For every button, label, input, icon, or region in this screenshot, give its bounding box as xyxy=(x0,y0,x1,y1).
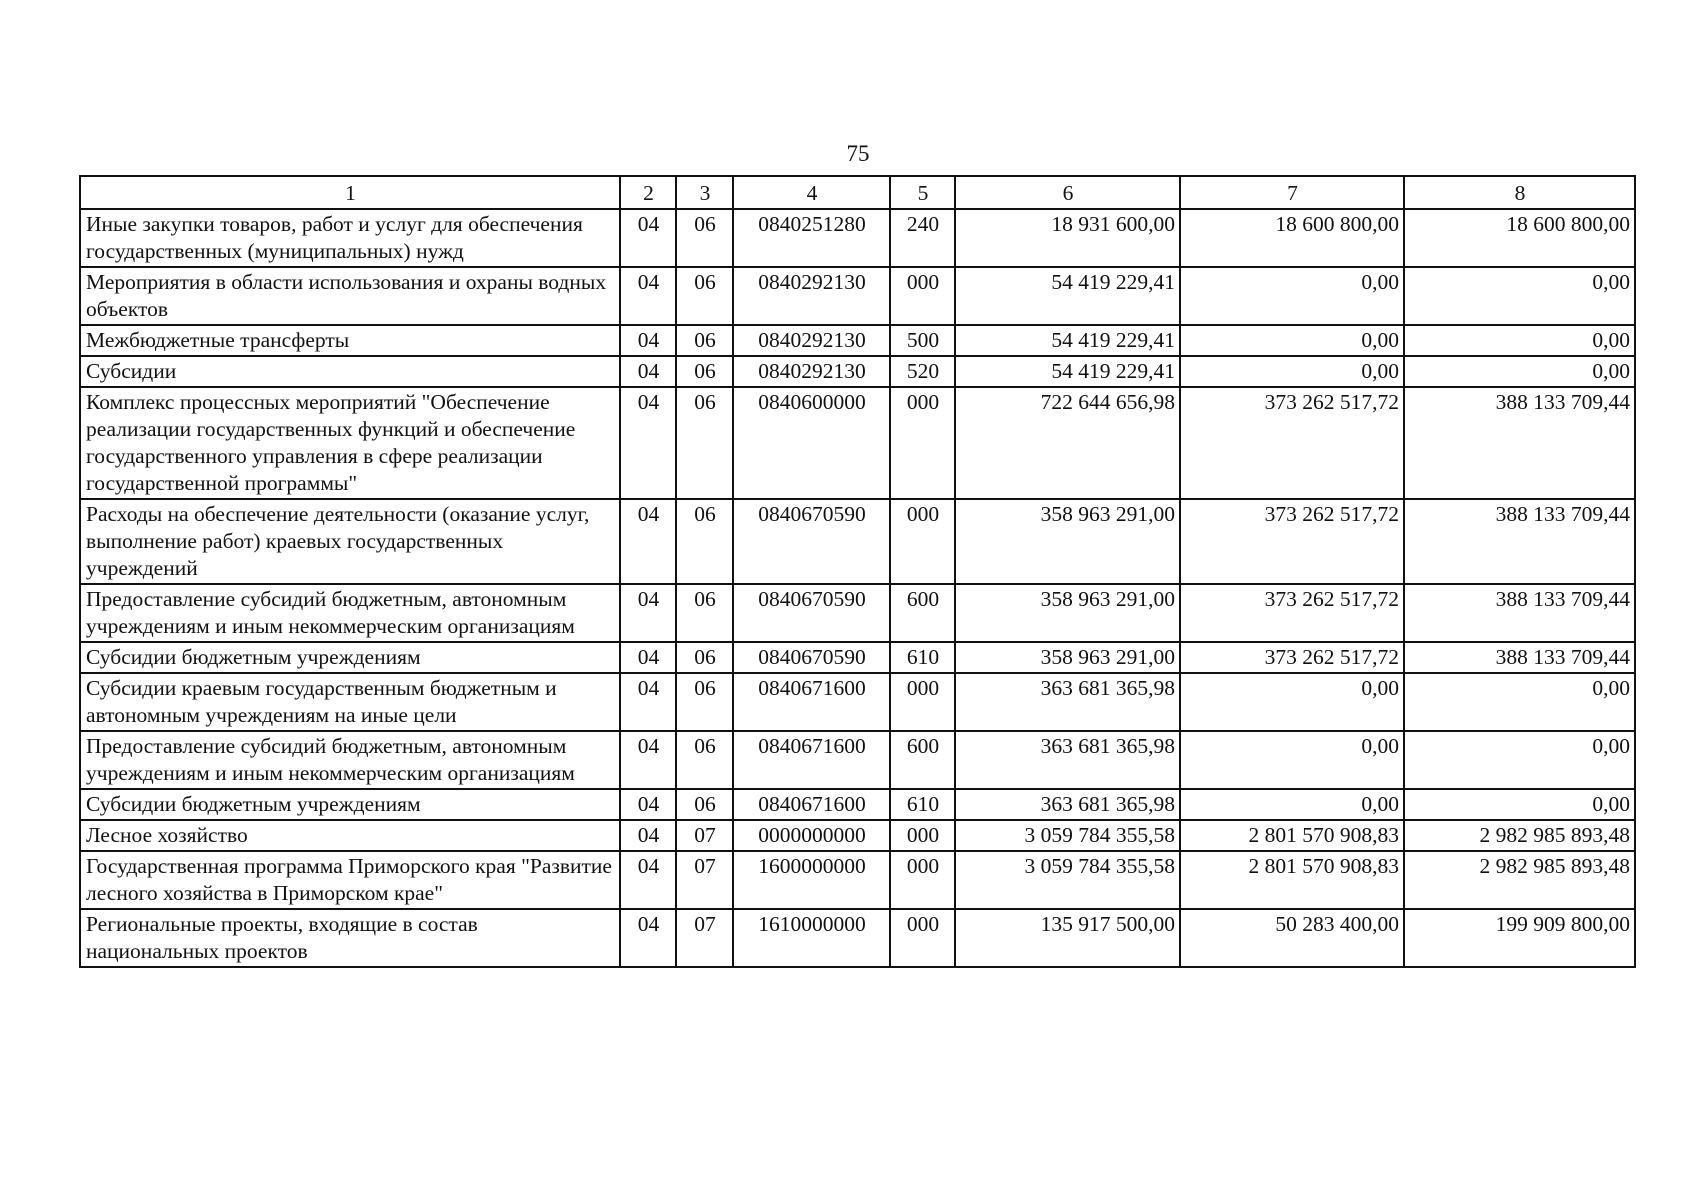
target-article-code: 0840292130 xyxy=(733,356,890,387)
table-row xyxy=(80,499,1635,584)
amount-col-8: 0,00 xyxy=(1404,267,1635,325)
target-article-code: 0840671600 xyxy=(733,789,890,820)
column-header: 2 xyxy=(620,176,676,209)
subsection-code: 06 xyxy=(676,789,733,820)
amount-col-6: 363 681 365,98 xyxy=(955,673,1180,731)
section-code: 04 xyxy=(620,731,676,789)
amount-col-7: 0,00 xyxy=(1180,673,1404,731)
section-code: 04 xyxy=(620,209,676,267)
amount-col-8: 388 133 709,44 xyxy=(1404,584,1635,642)
amount-col-8: 0,00 xyxy=(1404,356,1635,387)
section-code: 04 xyxy=(620,499,676,584)
target-article-code: 0840600000 xyxy=(733,387,890,499)
table-row xyxy=(80,851,1635,909)
subsection-code: 06 xyxy=(676,731,733,789)
expense-type-code: 000 xyxy=(890,499,955,584)
amount-col-7: 2 801 570 908,83 xyxy=(1180,820,1404,851)
expense-name: Расходы на обеспечение деятельности (оказание услуг, выполнение работ) краевых государственных учреждений xyxy=(80,499,620,584)
expense-name: Иные закупки товаров, работ и услуг для обеспечения государственных (муниципальных) нужд xyxy=(80,209,620,267)
section-code: 04 xyxy=(620,584,676,642)
page-number: 75 xyxy=(846,141,870,166)
subsection-code: 07 xyxy=(676,851,733,909)
expense-type-code: 240 xyxy=(890,209,955,267)
subsection-code: 06 xyxy=(676,356,733,387)
column-header: 7 xyxy=(1180,176,1404,209)
expense-type-code: 610 xyxy=(890,789,955,820)
amount-col-7: 50 283 400,00 xyxy=(1180,909,1404,967)
section-code: 04 xyxy=(620,642,676,673)
target-article-code: 1610000000 xyxy=(733,909,890,967)
amount-col-8: 0,00 xyxy=(1404,731,1635,789)
expense-type-code: 610 xyxy=(890,642,955,673)
subsection-code: 07 xyxy=(676,820,733,851)
table-row xyxy=(80,820,1635,851)
section-code: 04 xyxy=(620,673,676,731)
section-code: 04 xyxy=(620,820,676,851)
column-header: 1 xyxy=(80,176,620,209)
target-article-code: 0840670590 xyxy=(733,584,890,642)
table-row xyxy=(80,356,1635,387)
subsection-code: 06 xyxy=(676,584,733,642)
target-article-code: 0840292130 xyxy=(733,325,890,356)
expense-type-code: 000 xyxy=(890,387,955,499)
section-code: 04 xyxy=(620,789,676,820)
column-header: 6 xyxy=(955,176,1180,209)
target-article-code: 0840292130 xyxy=(733,267,890,325)
section-code: 04 xyxy=(620,387,676,499)
amount-col-6: 54 419 229,41 xyxy=(955,267,1180,325)
amount-col-7: 0,00 xyxy=(1180,325,1404,356)
table-row xyxy=(80,642,1635,673)
expense-type-code: 600 xyxy=(890,731,955,789)
amount-col-7: 0,00 xyxy=(1180,267,1404,325)
target-article-code: 0840251280 xyxy=(733,209,890,267)
expense-name: Предоставление субсидий бюджетным, автономным учреждениям и иным некоммерческим организациям xyxy=(80,584,620,642)
amount-col-6: 3 059 784 355,58 xyxy=(955,820,1180,851)
amount-col-6: 358 963 291,00 xyxy=(955,584,1180,642)
table-row xyxy=(80,731,1635,789)
expense-name: Субсидии xyxy=(80,356,620,387)
expense-name: Межбюджетные трансферты xyxy=(80,325,620,356)
amount-col-7: 0,00 xyxy=(1180,356,1404,387)
amount-col-8: 0,00 xyxy=(1404,673,1635,731)
amount-col-7: 0,00 xyxy=(1180,789,1404,820)
header-row xyxy=(80,176,1635,209)
amount-col-8: 199 909 800,00 xyxy=(1404,909,1635,967)
amount-col-6: 363 681 365,98 xyxy=(955,789,1180,820)
table-body xyxy=(80,209,1635,967)
amount-col-6: 135 917 500,00 xyxy=(955,909,1180,967)
section-code: 04 xyxy=(620,267,676,325)
amount-col-7: 373 262 517,72 xyxy=(1180,642,1404,673)
expense-type-code: 500 xyxy=(890,325,955,356)
expense-name: Субсидии краевым государственным бюджетным и автономным учреждениям на иные цели xyxy=(80,673,620,731)
amount-col-6: 363 681 365,98 xyxy=(955,731,1180,789)
amount-col-7: 18 600 800,00 xyxy=(1180,209,1404,267)
subsection-code: 06 xyxy=(676,673,733,731)
expense-type-code: 000 xyxy=(890,673,955,731)
amount-col-7: 0,00 xyxy=(1180,731,1404,789)
table-row xyxy=(80,267,1635,325)
target-article-code: 0840671600 xyxy=(733,731,890,789)
section-code: 04 xyxy=(620,356,676,387)
amount-col-8: 388 133 709,44 xyxy=(1404,499,1635,584)
amount-col-7: 373 262 517,72 xyxy=(1180,499,1404,584)
expense-name: Субсидии бюджетным учреждениям xyxy=(80,642,620,673)
section-code: 04 xyxy=(620,325,676,356)
amount-col-6: 54 419 229,41 xyxy=(955,356,1180,387)
subsection-code: 06 xyxy=(676,209,733,267)
amount-col-8: 2 982 985 893,48 xyxy=(1404,851,1635,909)
amount-col-8: 0,00 xyxy=(1404,789,1635,820)
amount-col-8: 2 982 985 893,48 xyxy=(1404,820,1635,851)
amount-col-6: 722 644 656,98 xyxy=(955,387,1180,499)
amount-col-6: 18 931 600,00 xyxy=(955,209,1180,267)
expense-name: Региональные проекты, входящие в состав национальных проектов xyxy=(80,909,620,967)
amount-col-7: 2 801 570 908,83 xyxy=(1180,851,1404,909)
column-header: 3 xyxy=(676,176,733,209)
subsection-code: 06 xyxy=(676,642,733,673)
subsection-code: 06 xyxy=(676,267,733,325)
amount-col-7: 373 262 517,72 xyxy=(1180,584,1404,642)
table-row xyxy=(80,789,1635,820)
amount-col-6: 3 059 784 355,58 xyxy=(955,851,1180,909)
target-article-code: 1600000000 xyxy=(733,851,890,909)
target-article-code: 0840670590 xyxy=(733,499,890,584)
expense-type-code: 000 xyxy=(890,851,955,909)
table-row xyxy=(80,909,1635,967)
budget-table xyxy=(79,175,1636,968)
target-article-code: 0000000000 xyxy=(733,820,890,851)
expense-name: Лесное хозяйство xyxy=(80,820,620,851)
expense-type-code: 000 xyxy=(890,820,955,851)
expense-type-code: 520 xyxy=(890,356,955,387)
amount-col-7: 373 262 517,72 xyxy=(1180,387,1404,499)
expense-type-code: 000 xyxy=(890,267,955,325)
amount-col-8: 388 133 709,44 xyxy=(1404,387,1635,499)
expense-type-code: 000 xyxy=(890,909,955,967)
expense-name: Государственная программа Приморского края "Развитие лесного хозяйства в Приморском крае" xyxy=(80,851,620,909)
amount-col-8: 388 133 709,44 xyxy=(1404,642,1635,673)
amount-col-6: 358 963 291,00 xyxy=(955,499,1180,584)
subsection-code: 06 xyxy=(676,387,733,499)
expense-name: Субсидии бюджетным учреждениям xyxy=(80,789,620,820)
subsection-code: 06 xyxy=(676,325,733,356)
column-header: 4 xyxy=(733,176,890,209)
column-header: 8 xyxy=(1404,176,1635,209)
amount-col-6: 358 963 291,00 xyxy=(955,642,1180,673)
table-row xyxy=(80,387,1635,499)
table-row xyxy=(80,584,1635,642)
table-row xyxy=(80,325,1635,356)
amount-col-6: 54 419 229,41 xyxy=(955,325,1180,356)
section-code: 04 xyxy=(620,851,676,909)
amount-col-8: 18 600 800,00 xyxy=(1404,209,1635,267)
target-article-code: 0840671600 xyxy=(733,673,890,731)
table-row xyxy=(80,673,1635,731)
amount-col-8: 0,00 xyxy=(1404,325,1635,356)
expense-name: Комплекс процессных мероприятий "Обеспечение реализации государственных функций и обеспечение государственного управления в сфере реализации государственной программы" xyxy=(80,387,620,499)
section-code: 04 xyxy=(620,909,676,967)
subsection-code: 06 xyxy=(676,499,733,584)
expense-name: Предоставление субсидий бюджетным, автономным учреждениям и иным некоммерческим организациям xyxy=(80,731,620,789)
subsection-code: 07 xyxy=(676,909,733,967)
column-header: 5 xyxy=(890,176,955,209)
table-row xyxy=(80,209,1635,267)
target-article-code: 0840670590 xyxy=(733,642,890,673)
expense-type-code: 600 xyxy=(890,584,955,642)
expense-name: Мероприятия в области использования и охраны водных объектов xyxy=(80,267,620,325)
